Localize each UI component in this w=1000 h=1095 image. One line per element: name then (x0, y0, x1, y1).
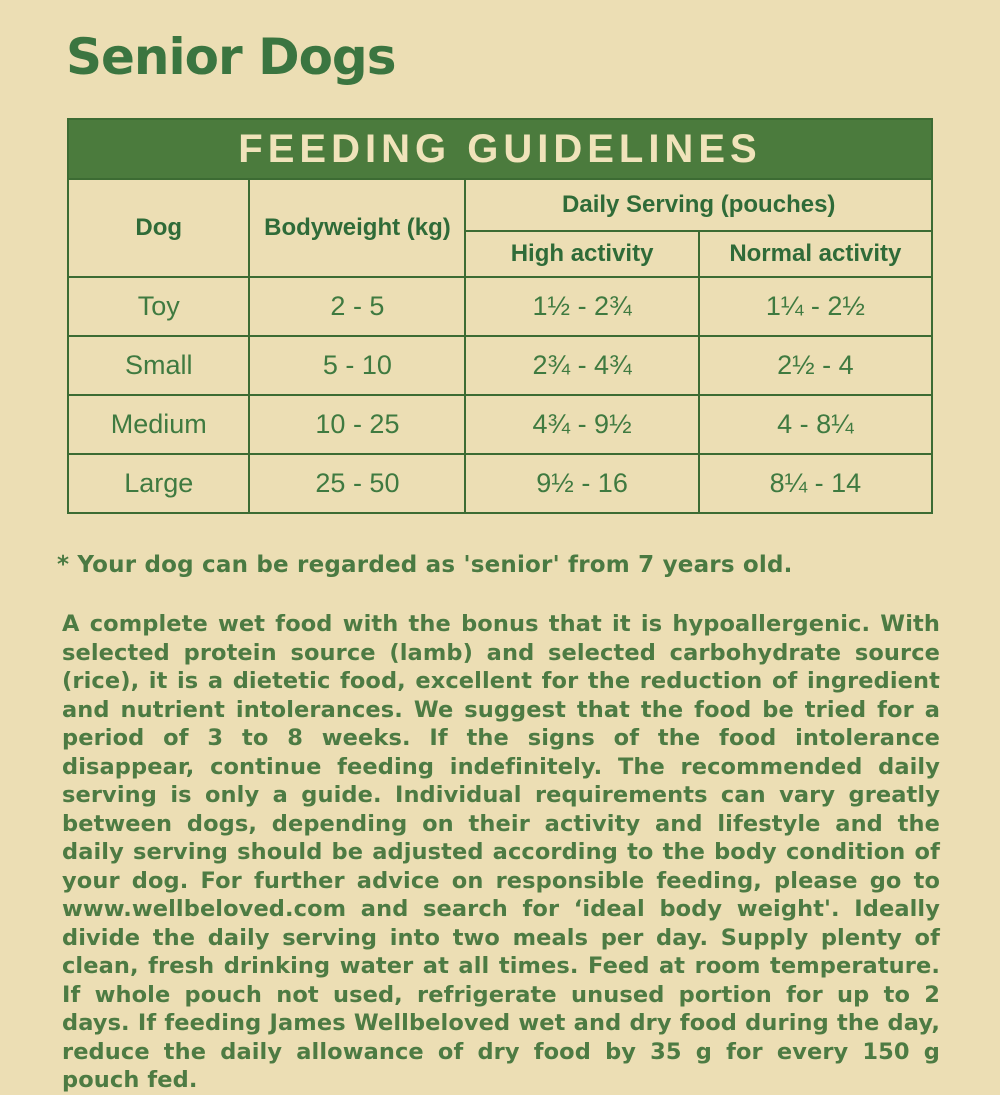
column-header-dog: Dog (68, 179, 249, 277)
cell-bodyweight: 10 - 25 (249, 395, 465, 454)
feeding-description: A complete wet food with the bonus that it is hypoallergenic. With selected protein source (lamb) and selected carbohydrate source (rice), it is a dietetic food, excellent for the reduction of ingredient and nutrient intolerances. We suggest that the food be tried for a period of 3 to 8 weeks. If the signs of the food intolerance disappear, continue feeding indefinitely. The recommended daily serving is only a guide. Individual requirements can vary greatly between dogs, depending on their activity and lifestyle and the daily serving should be adjusted according to the body condition of your dog. For further advice on responsible feeding, please go to www.wellbeloved.com and search for ‘ideal body weight'. Ideally divide the daily serving into two meals per day. Supply plenty of clean, fresh drinking water at all times. Feed at room temperature. If whole pouch not used, refrigerate unused portion for up to 2 days. If feeding James Wellbeloved wet and dry food during the day, reduce the daily allowance of dry food by 35 g for every 150 g pouch fed. (62, 611, 940, 1093)
cell-high-activity: 1½ - 2¾ (465, 277, 698, 336)
cell-high-activity: 2¾ - 4¾ (465, 336, 698, 395)
cell-dog: Medium (68, 395, 249, 454)
cell-dog: Small (68, 336, 249, 395)
cell-dog: Toy (68, 277, 249, 336)
feeding-guidelines-table (67, 118, 933, 514)
cell-bodyweight: 25 - 50 (249, 454, 465, 513)
cell-high-activity: 4¾ - 9½ (465, 395, 698, 454)
cell-normal-activity: 1¼ - 2½ (699, 277, 932, 336)
table-row-medium (68, 395, 932, 454)
column-header-bodyweight: Bodyweight (kg) (249, 179, 465, 277)
column-header-daily-serving: Daily Serving (pouches) (465, 179, 932, 231)
cell-normal-activity: 2½ - 4 (699, 336, 932, 395)
table-title: FEEDING GUIDELINES (68, 119, 932, 179)
table-row-small (68, 336, 932, 395)
table-row-toy (68, 277, 932, 336)
cell-bodyweight: 2 - 5 (249, 277, 465, 336)
cell-normal-activity: 8¼ - 14 (699, 454, 932, 513)
column-header-high-activity: High activity (465, 231, 698, 277)
cell-high-activity: 9½ - 16 (465, 454, 698, 513)
table-row-large (68, 454, 932, 513)
senior-age-footnote: * Your dog can be regarded as 'senior' from 7 years old. (57, 552, 793, 578)
column-header-normal-activity: Normal activity (699, 231, 932, 277)
page-title: Senior Dogs (66, 28, 396, 86)
cell-bodyweight: 5 - 10 (249, 336, 465, 395)
cell-dog: Large (68, 454, 249, 513)
cell-normal-activity: 4 - 8¼ (699, 395, 932, 454)
